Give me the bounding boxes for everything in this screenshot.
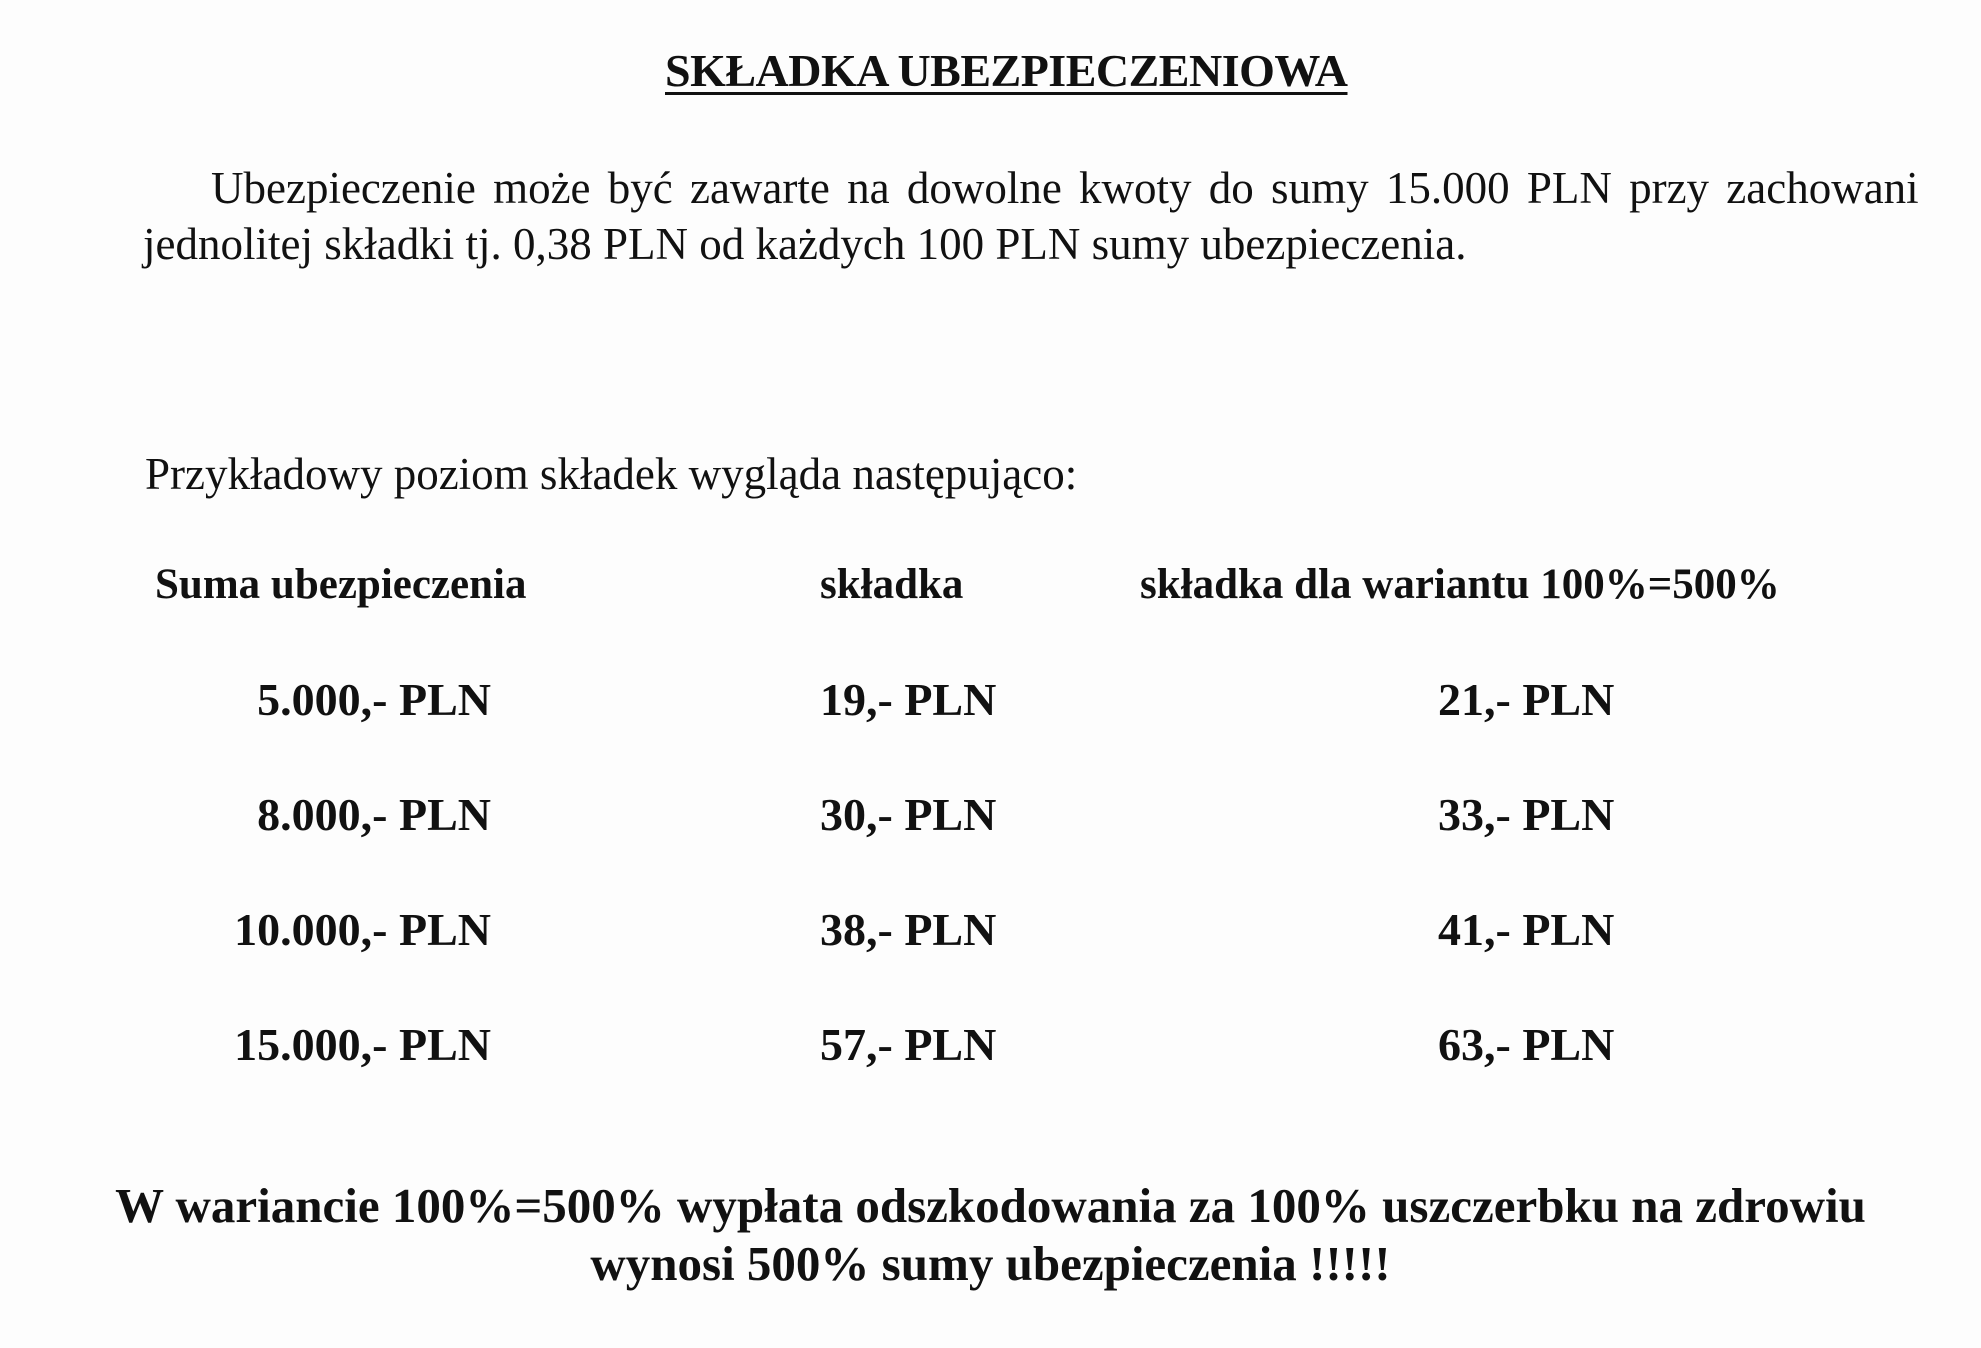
premium-variant-cell: 41,- PLN — [1438, 904, 1615, 955]
header-premium: składka — [820, 561, 964, 608]
sum-insured-cell: 8.000,- PLN — [257, 789, 491, 840]
table-row — [0, 1018, 1981, 1078]
footer-note — [0, 1177, 1981, 1293]
sum-insured-cell: 15.000,- PLN — [234, 1019, 491, 1070]
footer-line-2: wynosi 500% sumy ubezpieczenia !!!!! — [590, 1236, 1391, 1291]
examples-label: Przykładowy poziom składek wygląda następująco: — [145, 449, 1078, 499]
premium-variant-cell: 33,- PLN — [1438, 789, 1615, 840]
document-title: SKŁADKA UBEZPIECZENIOWA — [665, 45, 1348, 96]
header-sum-insured: Suma ubezpieczenia — [155, 561, 527, 608]
premium-cell: 30,- PLN — [820, 789, 997, 840]
table-row — [0, 673, 1981, 733]
sum-insured-cell: 5.000,- PLN — [257, 674, 491, 725]
table-row — [0, 788, 1981, 848]
premium-variant-cell: 21,- PLN — [1438, 674, 1615, 725]
intro-line-2: jednolitej składki tj. 0,38 PLN od każdych 100 PLN sumy ubezpieczenia. — [143, 219, 1467, 269]
sum-insured-cell: 10.000,- PLN — [234, 904, 491, 955]
premium-cell: 19,- PLN — [820, 674, 997, 725]
premium-variant-cell: 63,- PLN — [1438, 1019, 1615, 1070]
intro-line-1: Ubezpieczenie może być zawarte na dowolne kwoty do sumy 15.000 PLN przy zachowani — [211, 163, 1919, 213]
footer-line-1: W wariancie 100%=500% wypłata odszkodowania za 100% uszczerbku na zdrowiu — [115, 1178, 1866, 1233]
intro-paragraph — [143, 160, 1981, 272]
header-premium-variant: składka dla wariantu 100%=500% — [1140, 561, 1780, 608]
premium-cell: 38,- PLN — [820, 904, 997, 955]
table-row — [0, 903, 1981, 963]
premium-cell: 57,- PLN — [820, 1019, 997, 1070]
